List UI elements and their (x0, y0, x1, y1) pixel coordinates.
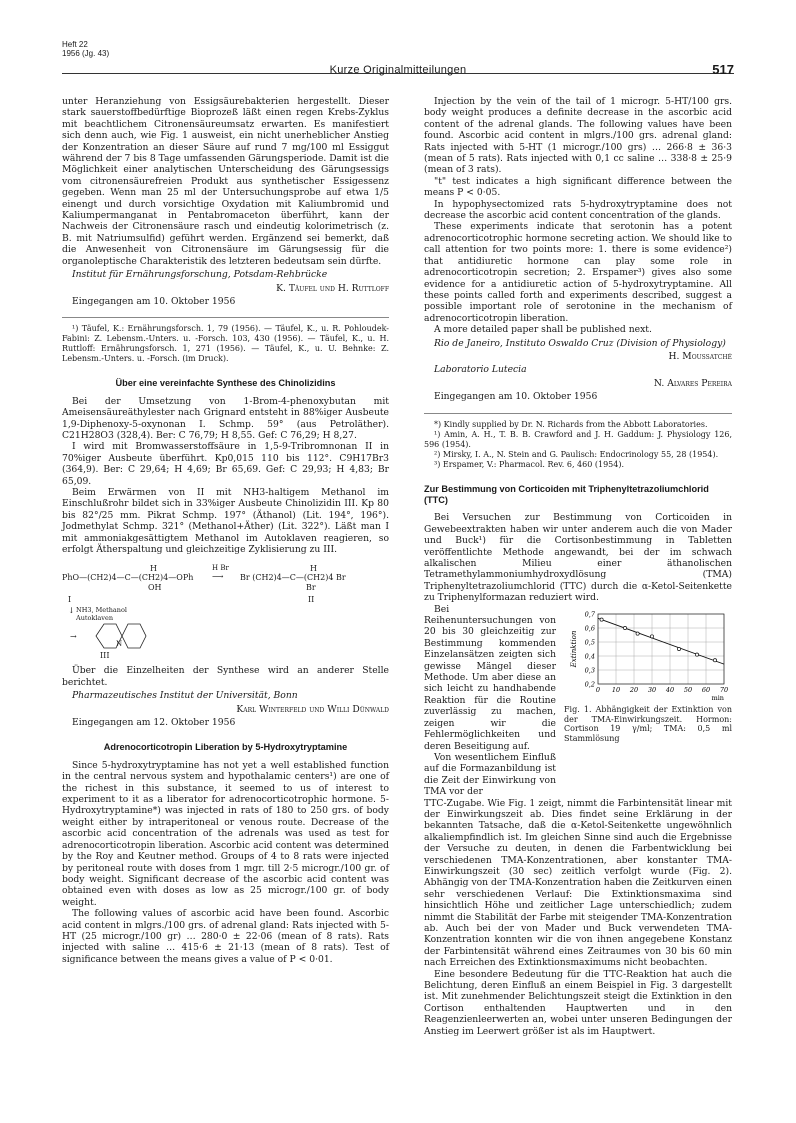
x-tick-label: 50 (683, 685, 693, 694)
scheme-reagent-nh3: NH3, Methanol (76, 606, 127, 615)
scheme-h-top-2: H (310, 564, 317, 574)
left-column (62, 96, 389, 965)
institute-1: Institut für Ernährungsforschung, Potsdam-Rehbrücke (72, 269, 328, 281)
footnote-3-2: ²) Mirsky, I. A., N. Stein and G. Paulisch: Endocrinology 55, 28 (1954). (434, 449, 719, 459)
authors-1: K. Täufel und H. Ruttloff (276, 282, 389, 294)
y-tick-label: 0,4 (584, 652, 595, 661)
para-3f: These experiments indicate that serotonin has a potent adrenocorticotrophic hormone secreting action. We should like to call attention for two points more: 1. there is some evidence²) that antidiuretic hormone can play some role in adrenocorticotropin secretion; 2. Erspamer³) gives also some evidence for a antidiuretic action of 5-hydroxytryptamine. All these points called forth and experiments described, suggest a possible important role of serotonine in the mechanism of adrenocorticotropin liberation. (424, 221, 732, 324)
scheme-label-i: I (68, 595, 72, 605)
plot-frame (598, 614, 724, 684)
para-2d: Über die Einzelheiten der Synthese wird an anderer Stelle berichtet. (62, 665, 389, 688)
section-title: Kurze Originalmitteilungen (329, 64, 467, 76)
scheme-formula-i: PhO—(CH2)4—C—(CH2)4—OPh (62, 573, 194, 583)
data-point (677, 647, 680, 650)
extinction-chart (564, 608, 732, 700)
footnotes-1 (62, 317, 389, 364)
y-tick-label: 0,3 (584, 666, 595, 675)
issue-year: 1956 (Jg. 43) (62, 49, 110, 58)
data-point (623, 626, 626, 629)
data-point (650, 634, 653, 637)
scheme-reagent-autoklav: Autoklaven (76, 614, 114, 623)
scheme-label-iii: III (100, 651, 110, 661)
para-4a: Bei Versuchen zur Bestimmung von Corticoiden in Gewebeextrakten haben wir unter anderem auch die von Mader und Buck¹) für die Cortisonbestimmung in Tabletten veröffentlichte Methode angewandt, bei der im schwach alkalischen Milieu einer äthanolischen Tetramethylammoniumhydroxydlösung (TMA) Triphenyltetrazoliumchlorid (TTC) durch die α-Ketol-Seitenkette zu Triphenylformazan reduziert wird. (424, 512, 732, 604)
para-3b: The following values of ascorbic acid have been found. Ascorbic acid content in mlgrs./100 grs. of adrenal gland: Rats injected with 5-HT (25 microgr./100 gr) … 280·0 ± 22·06 (mean of 8 rats). Rats injected with saline … 415·6 ± 21·13 (mean of 8 rats). Test of significance between the means gives a value of P < 0·01. (62, 908, 389, 965)
x-tick-label: 70 (719, 685, 729, 694)
x-tick-label: 0 (595, 685, 601, 694)
data-point (695, 653, 698, 656)
para-4c-rest: TTC-Zugabe. Wie Fig. 1 zeigt, nimmt die Farbintensität linear mit der Einwirkungszeit ab. Dies findet seine Erklärung in der bekannten Tatsache, daß die α-Ketol-Seitenkette ungewöhnlich alkaliempfindlich ist. Im gleichen Sinne sind auch die Ergebnisse der Versuche zu deuten, in denen die Farbentwicklung bei verschiedenen TMA-Konzentrationen, aber konstanter TMA-Einwirkungszeit (30 sec) zeitlich verfolgt wurde (Fig. 2). Abhängig von der TMA-Konzentration haben die Zeitkurven einen sehr verschiedenen Verlauf: Die Extinktionsmaxima sind hinsichtlich Höhe und zeitlicher Lage unterschiedlich; zudem nimmt die Stabilität der Farbe mit steigender TMA-Konzentration ab. Auch bei der von Mader und Buck verwendeten TMA-Konzentration konnten wir die von ihnen angegebene Konstanz der Farbintensität während eines Zeitraumes von 30 bis 60 min nach Erreichen des Extinktionsmaximums nicht beobachten. (424, 797, 732, 969)
page-number: 517 (712, 62, 734, 77)
figure-1 (564, 608, 732, 744)
footnote-3-1: ¹) Amin, A. H., T. B. B. Crawford and J. H. Gaddum: J. Physiology 126, 596 (1954). (424, 429, 732, 449)
para-3c: Injection by the vein of the tail of 1 microgr. 5-HT/100 grs. body weight produces a definite decrease in the ascorbic acid content of the adrenal glands. The following values have been found. Ascorbic acid content in mlgrs./100 grs. adrenal gland: Rats injected with 5-HT (1 microgr./100 grs) … 266·8 ± 36·3 (mean of 5 rats). Rats injected with 0,1 cc saline … 338·8 ± 25·9 (mean of 3 rats). (424, 96, 732, 176)
article-title-corticoide: Zur Bestimmung von Corticoiden mit Triphenyltetrazoliumchlorid (TTC) (424, 483, 709, 505)
para-2a: Bei der Umsetzung von 1-Brom-4-phenoxybutan mit Ameisensäureäthylester nach Grignard entsteht in 88%iger Ausbeute 1,9-Diphenoxy-5-oxynonan I. Schmp. 59° (aus Petroläther). C21H28O3 (328,4). Ber: C 76,79; H 8,55. Gef: C 76,29; H 8,27. (62, 395, 389, 441)
authors-2: Karl Winterfeld und Willi Dünwald (236, 703, 389, 715)
issue-number: Heft 22 (62, 40, 88, 49)
trend-line (598, 618, 724, 664)
intro-paragraph: unter Heranziehung von Essigsäurebakterien hergestellt. Dieser stark sauerstoffbedürftige Bioprozeß läßt einen regen Krebs-Zyklus mit beachtlichem Citronensäureumsatz erwarten. Es manifestiert sich denn auch, wie Fig. 1 ausweist, ein nicht unerheblicher Anstieg der Konzentration an dieser Säure auf rund 7 mg/100 ml Essiggut während der 7 bis 8 Tage umfassenden Gärungsperiode. Damit ist die Möglichkeit einer analytischen Unterscheidung des Gärungsessigs vom citronensäurefreien Produkt aus synthetischer Essigessenz gegeben. Wenn man 25 ml der Untersuchungsprobe auf etwa 1/5 einengt und durch vorsichtige Oxydation mit Kaliumbromid und Kaliumpermanganat in Pentabromaceton überführt, kann der Nachweis der Citronensäure rasch und eindeutig kolorimetrisch (z. B. mit Natriumsulfid) geführt werden. Ergänzend sei bemerkt, daß die Anwesenheit von Citronensäure im Gärungsessig für die organoleptische Charakteristik des letzteren bedeutsam sein dürfte. (62, 96, 389, 267)
institute-2: Pharmazeutisches Institut der Universität, Bonn (72, 690, 298, 702)
para-4d: Eine besondere Bedeutung für die TTC-Reaktion hat auch die Belichtung, deren Einfluß an einem Beispiel in Fig. 3 dargestellt ist. Mit zunehmender Belichtungszeit steigt die Extinktion in den Cortison enthaltenden Hauptwerten und in den Reagenzienleerwerten an, wobei unter unseren Bedingungen der Anstieg im Leerwert größer ist als im Hauptwert. (424, 968, 732, 1037)
institute-3b: Laboratorio Lutecia (434, 364, 527, 376)
x-tick-label: 30 (647, 685, 657, 694)
author-3b: N. Alvares Pereira (653, 377, 732, 389)
x-tick-label: 60 (701, 685, 711, 694)
page-header (62, 36, 734, 77)
right-column (424, 96, 732, 1037)
footnote-star: *) Kindly supplied by Dr. N. Richards from the Abbott Laboratories. (434, 419, 708, 429)
x-tick-label: 20 (629, 685, 639, 694)
figure-wrap-region (424, 604, 732, 798)
data-point (636, 632, 639, 635)
y-tick-label: 0,7 (584, 610, 595, 619)
scheme-formula-ii: Br (CH2)4—C—(CH2)4 Br (240, 573, 346, 583)
received-2: Eingegangen am 12. Oktober 1956 (72, 717, 236, 729)
reaction-scheme (62, 563, 389, 659)
y-axis-label: Extinktion (570, 630, 578, 667)
para-2c: Beim Erwärmen von II mit NH3-haltigem Methanol im Einschlußrohr bildet sich in 33%iger Ausbeute Chinolizidin III. Kp 80 bis 82°/25 mm. Pikrat Schmp. 197° (Äthanol) (Lit. 194°, 196°). Jodmethylat Schmp. 321° (Methanol+Äther) (Lit. 322°). Läßt man I mit ammoniakgesättigtem Methanol im Autoklaven reagieren, so erfolgt Ätherspaltung und gleichzeitige Zyklisierung zu III. (62, 486, 389, 555)
para-4c-start: Von wesentlichem Einfluß auf die Formazanbildung ist die Zeit der Einwirkung von TMA vor der (424, 751, 556, 798)
issue-info (62, 40, 109, 58)
scheme-down-arrow: ↓ (68, 606, 75, 616)
wrapped-text (424, 604, 556, 798)
x-axis-label: min (711, 693, 724, 700)
data-point (713, 658, 716, 661)
institute-3: Rio de Janeiro, Instituto Oswaldo Cruz (Division of Physiology) (434, 337, 726, 349)
y-tick-label: 0,6 (584, 624, 595, 633)
scheme-br-sub: Br (306, 583, 316, 593)
scheme-arrow-2: → (70, 632, 77, 642)
para-3g: A more detailed paper shall be published next. (434, 324, 652, 336)
footnote-1: ¹) Täufel, K.: Ernährungsforsch. 1, 79 (1956). — Täufel, K., u. R. Pohloudek-Fabini: Z. Lebensm.-Unters. u. -Forsch. 103, 430 (1956). — Täufel, K., u. H. Ruttloff: Ernährungsforsch. 1, 271 (1956). — Täufel, K., u. U. Behnke: Z. Lebensm.-Unters. u. -Forsch. (im Druck). (62, 324, 389, 364)
article-title-adrenocorticotropin: Adrenocorticotropin Liberation by 5-Hydroxytryptamine (103, 742, 348, 753)
footnote-3-3: ³) Erspamer, V.: Pharmacol. Rev. 6, 460 (1954). (434, 459, 625, 469)
scheme-n-label: N (116, 640, 123, 649)
y-tick-label: 0,5 (584, 638, 595, 647)
scheme-arrow: ⟶ (212, 572, 224, 582)
para-3e: In hypophysectomized rats 5-hydroxytryptamine does not decrease the ascorbic acid content concentration of the glands. (424, 198, 732, 222)
scheme-label-ii: II (308, 595, 315, 605)
author-3a: H. Moussatché (668, 350, 732, 362)
scheme-reagent-hbr: H Br (212, 564, 229, 573)
para-3a: Since 5-hydroxytryptamine has not yet a well established function in the central nervous system and hypothalamic centers¹) are one of the richest in this substance, it seemed to us of interest to experiment to it as a liberator for adrenocorticotrophic hormone. 5-Hydroxytryptamine*) was injected in rats of 180 to 250 grs. of body weight either by intraperitoneal or venous route. Decrease of the ascorbic acid concentration of the adrenals was used as test for adrenocorticotropin liberation. Ascorbic acid content was determined by the Roy and Keutner method. Groups of 4 to 8 rats were injected by peritoneal route with doses from 1 mgr. till 2·5 microgr./100 gr. of body weight. Significant decrease of the ascorbic acid content was obtained even with doses as low as 25 microgr./100 gr. of body weight. (62, 759, 389, 908)
received-3: Eingegangen am 10. Oktober 1956 (434, 391, 598, 403)
x-tick-label: 40 (665, 685, 675, 694)
scheme-h-top: H (150, 564, 157, 574)
para-4b: Bei Reihenuntersuchungen von 20 bis 30 gleichzeitig zur Bestimmung kommenden Einzelansätzen zeigten sich gewisse Mängel dieser Methode. Um aber diese an sich leicht zu handhabende Reaktion für die Routine zuverlässig zu machen, zeigen wir die Fehlermöglichkeiten und deren Beseitigung auf. (424, 603, 556, 752)
data-point (600, 618, 603, 621)
article-title-chinolizidin: Über eine vereinfachte Synthese des Chinolizidins (115, 378, 336, 389)
footnotes-3 (424, 413, 732, 470)
received-1: Eingegangen am 10. Oktober 1956 (72, 295, 236, 307)
figure-1-caption: Fig. 1. Abhängigkeit der Extinktion von der TMA-Einwirkungszeit. Hormon: Cortison 19 γ/ml; TMA: 0,5 ml Stammlösung (564, 705, 732, 743)
scheme-oh: OH (148, 583, 162, 593)
x-tick-label: 10 (611, 685, 621, 694)
para-3d: "t" test indicates a high significant difference between the means P < 0·05. (424, 175, 732, 199)
para-2b: I wird mit Bromwasserstoffsäure in 1,5-9-Tribromnonan II in 70%iger Ausbeute überführt. Kp0,015 110 bis 112°. C9H17Br3 (364,9). Ber: C 29,64; H 4,69; Br 65,69. Gef: C 29,93; H 4,83; Br 65,09. (62, 441, 389, 487)
y-tick-label: 0,2 (584, 680, 595, 689)
